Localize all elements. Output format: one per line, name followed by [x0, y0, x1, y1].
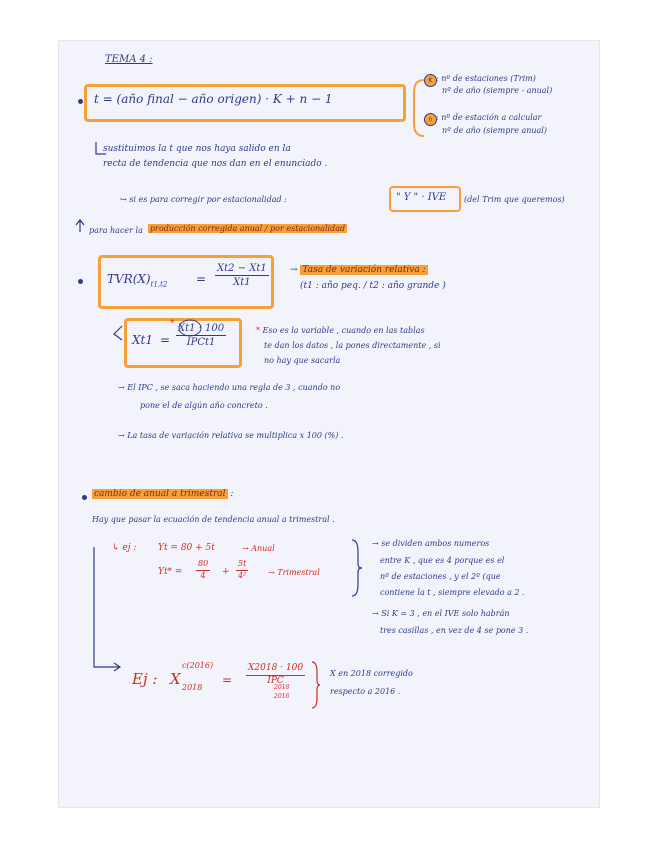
ej-note-4: contiene la t , siempre elevado a 2 . [380, 588, 525, 597]
note-production-prefix: para hacer la [89, 226, 143, 235]
ej-eq2-frac1 [196, 560, 210, 581]
ej2-note-1: X en 2018 corregido [330, 669, 413, 678]
xt1-num: Xt1 · 100 [178, 323, 225, 334]
tvr-sub-note: (t1 : año peq. / t2 : año grande ) [300, 281, 446, 291]
tvr-eq: = [196, 272, 207, 286]
ej2-brace [310, 660, 320, 710]
ej-eq1: Yt = 80 + 5t [158, 543, 215, 553]
note-stational-after: (del Trim que queremos) [464, 195, 565, 204]
tvr-fraction [215, 263, 269, 288]
tvr-lhs-text: TVR(X) [107, 272, 151, 286]
ej-eq2-lhs: Yt* = [158, 567, 183, 577]
section2-title-highlight: cambio de anual a trimestral [94, 489, 226, 499]
xt1-den: IPCt1 [186, 337, 216, 348]
notebook-page [58, 40, 600, 808]
annot-bracket [410, 78, 430, 138]
tvr-num: Xt2 − Xt1 [217, 263, 267, 274]
annot-n-line2: nº de año (siempre anual) [442, 126, 547, 135]
ej2-lhs [170, 672, 181, 687]
ej-note-2: entre K , que es 4 porque es el [380, 556, 505, 565]
tvr-den: Xt1 [233, 277, 251, 288]
annot-k-line2: nº de año (siempre - anual) [442, 86, 553, 95]
ej2-eq: = [222, 673, 233, 687]
ej2-sup: c(2016) [182, 661, 214, 670]
star-note-2: te dan los datos , la pones directamente , si [264, 341, 441, 350]
note-stational: ↪ si es para corregir por estacionalidad : [120, 195, 287, 204]
ej2-den-ipc: IPC [267, 675, 284, 686]
ej2-note-2: respecto a 2016 . [330, 687, 401, 696]
hook-arrow [92, 140, 112, 160]
ej2-label: Ej : [132, 670, 158, 688]
ej2-sub: 2018 [182, 683, 203, 692]
annot-k-line1: : nº de estaciones (Trim) [436, 74, 536, 83]
tvr-label-highlight: Tasa de variación relativa : [302, 265, 426, 275]
ej-eq2-f2-num: 5t [236, 560, 248, 571]
note-substitute-2: recta de tendencia que nos dan en el enunciado . [103, 159, 328, 169]
section2-line: Hay que pasar la ecuación de tendencia anual a trimestral . [92, 515, 335, 524]
ej-label: ↳ ej : [112, 543, 137, 553]
ipc-note-2: pone el de algún año concreto . [140, 401, 268, 410]
note-production-highlight [148, 225, 347, 233]
ej2-x: X [170, 670, 181, 688]
note-substitute-1: sustituimos la t que nos haya salido en la [103, 144, 291, 154]
bullet [82, 495, 87, 500]
bullet [78, 99, 83, 104]
ej-eq2-plus: + [222, 567, 230, 577]
ej-note-5: → Si K = 3 , en el IVE solo habrán [372, 609, 510, 618]
tvr-percent-note: → La tasa de variación relativa se multiplica x 100 (%) . [118, 431, 344, 440]
star-note-text-1: Eso es la variable , cuando en las tablas [262, 326, 425, 335]
xt1-star: * [170, 319, 175, 329]
annot-n-line1: : nº de estación a calcular [436, 113, 542, 122]
section2-colon: : [230, 489, 234, 499]
tvr-lhs [107, 273, 167, 288]
page-title: TEMA 4 : [105, 54, 153, 65]
xt1-lhs: Xt1 [132, 333, 153, 347]
ej-eq2-frac2 [236, 560, 248, 581]
ej-eq1-arrow: → Anual [242, 544, 275, 553]
ej-note-1: → se dividen ambos numeros [372, 539, 490, 548]
tvr-label: → Tasa de variación relativa : [290, 265, 426, 275]
ej2-den-sub: 2016 [274, 693, 290, 700]
tvr-sub: t1,t2 [150, 280, 168, 289]
star-note-3: no hay que sacarla [264, 356, 341, 365]
ej-note-6: tres casillas , en vez de 4 se pone 3 . [380, 626, 529, 635]
ej-eq2-f1-den: 4 [200, 570, 206, 580]
ej-eq2-arrow: → Trimestral [268, 568, 320, 577]
highlight-production: producción corregida anual / por estacionalidad [150, 224, 346, 233]
ej-note-3: nº de estaciones , y el 2º (que [380, 572, 501, 581]
xt1-eq: = [160, 333, 171, 347]
y-ive-formula: " Y " · IVE [396, 192, 447, 203]
section2-title [92, 490, 233, 499]
up-arrow [74, 218, 86, 234]
ej2-num: X2018 · 100 [246, 664, 305, 676]
bullet [78, 279, 83, 284]
n-badge: n [424, 113, 437, 126]
circle-mark [178, 319, 202, 337]
connector-line [90, 545, 130, 675]
ipc-note-1: → El IPC , se saca haciendo una regla de 3 , cuando no [118, 383, 341, 392]
ej-brace [350, 538, 364, 598]
ej2-den-sup: 2018 [274, 684, 290, 691]
k-badge: K [424, 74, 437, 87]
formula-t: t = (año final − año origen) · K + n − 1 [94, 92, 333, 106]
star-note-1: * Eso es la variable , cuando en las tablas [256, 326, 425, 335]
ej-eq2-f2-den: 4² [238, 570, 247, 580]
ej-eq2-f1-num: 80 [196, 560, 210, 571]
